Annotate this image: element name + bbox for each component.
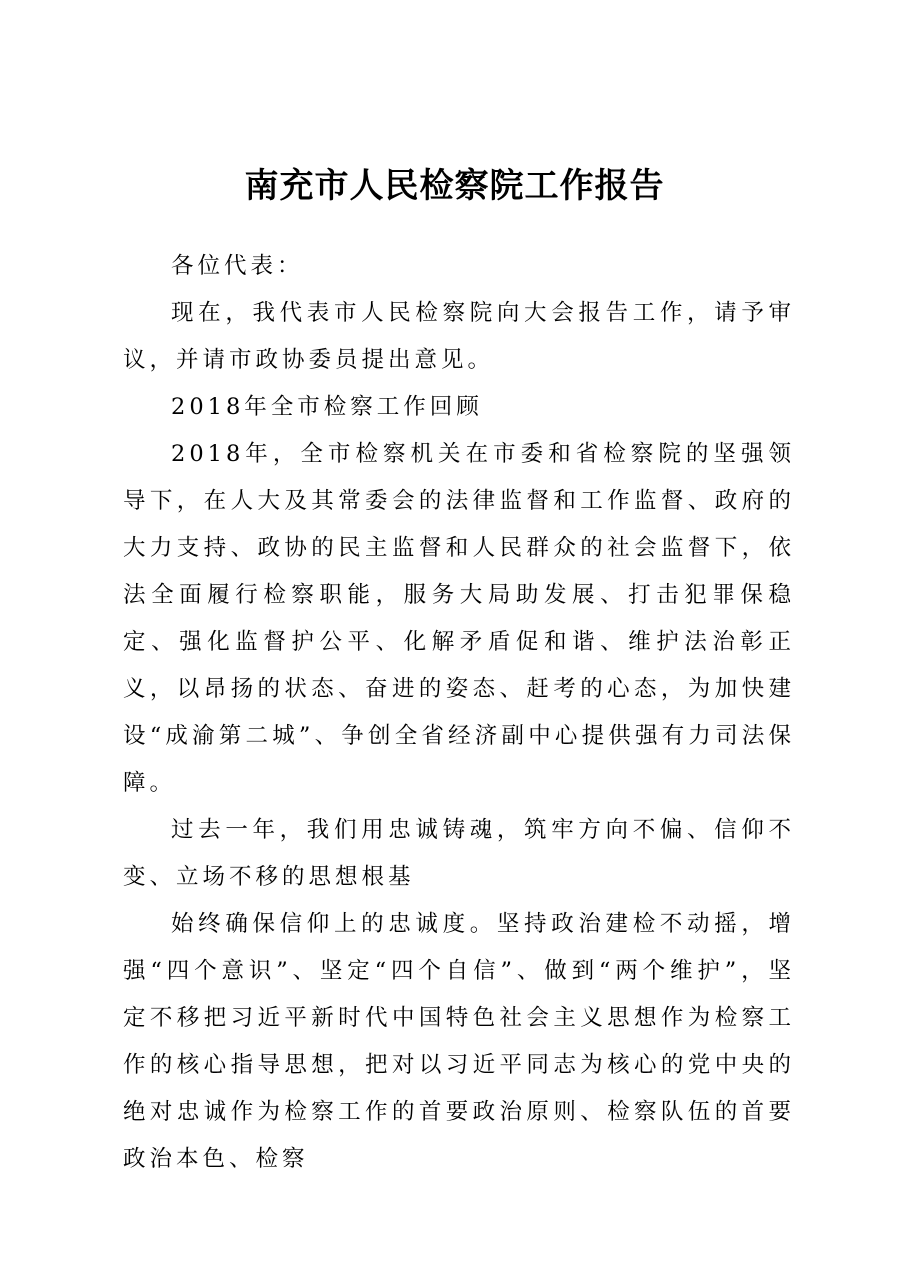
paragraph-loyalty-summary: 过去一年，我们用忠诚铸魂，筑牢方向不偏、信仰不变、立场不移的思想根基 [123, 817, 795, 890]
paragraph-review: 2018年，全市检察机关在市委和省检察院的坚强领导下，在人大及其常委会的法律监督和工作监督、政府的大力支持、政协的民主监督和人民群众的社会监督下，依法全面履行检察职能，服务大局助发展、打击犯罪保稳定、强化监督护公平、化解矛盾促和谐、维护法治彰正义，以昂扬的状态、奋进的姿态、赶考的心态，为加快建设“成渝第二城”、争创全省经济副中心提供强有力司法保障。 [123, 441, 795, 796]
document-title: 南充市人民检察院工作报告 [244, 166, 665, 206]
document-body [123, 243, 795, 1183]
paragraph-loyalty-detail: 始终确保信仰上的忠诚度。坚持政治建检不动摇，增强“四个意识”、坚定“四个自信”、做到“两个维护”，坚定不移把习近平新时代中国特色社会主义思想作为检察工作的核心指导思想，把对以习近平同志为核心的党中央的绝对忠诚作为检察工作的首要政治原则、检察队伍的首要政治本色、检察 [123, 911, 795, 1172]
paragraph-intro: 现在，我代表市人民检察院向大会报告工作，请予审议，并请市政协委员提出意见。 [123, 300, 795, 373]
paragraph-section-heading: 2018年全市检察工作回顾 [171, 394, 483, 420]
paragraph-salutation: 各位代表： [171, 253, 304, 279]
